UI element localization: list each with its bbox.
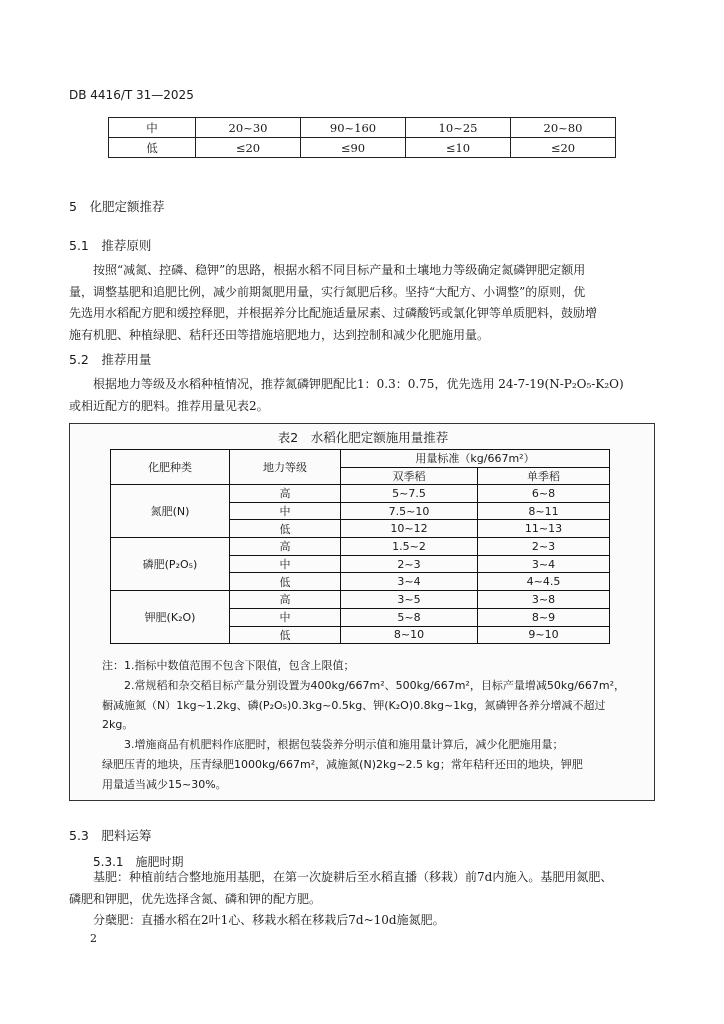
table-cell: ≤10 — [406, 138, 511, 158]
soil-level: 低 — [230, 573, 341, 591]
paragraph-line: 基肥：种植前结合整地施用基肥，在第一次旋耕后至水稻直播（移栽）前7d内施入。基肥用氮肥、 — [93, 870, 613, 884]
soil-level: 中 — [230, 608, 341, 626]
paragraph-line: 量，调整基肥和追肥比例，减少前期氮肥用量，实行氮肥后移。坚持“大配方、小调整”的原则，优 — [69, 284, 586, 299]
soil-level: 高 — [230, 485, 341, 503]
paragraph-line: 磷肥和钾肥，优先选择含氮、磷和钾的配方肥。 — [69, 891, 322, 906]
fertilizer-name: 磷肥(P₂O₅) — [111, 538, 230, 591]
table-cell: ≤20 — [196, 138, 301, 158]
section-5-heading: 5 化肥定额推荐 — [69, 199, 165, 214]
single-rice-value: 8~9 — [478, 608, 610, 626]
header-double-rice: 双季稻 — [341, 467, 478, 485]
table-2-figure — [69, 423, 655, 801]
soil-level: 低 — [230, 520, 341, 538]
fertilizer-name: 钾肥(K₂O) — [111, 591, 230, 644]
header-soil-level: 地力等级 — [230, 450, 341, 485]
page-number: 2 — [90, 932, 97, 945]
note-line: 绿肥压青的地块，压青绿肥1000kg/667m²，减施氮(N)2kg~2.5 kg；常年秸秆还田的地块，钾肥 — [102, 757, 583, 771]
soil-level: 低 — [230, 626, 341, 644]
paragraph-line: 按照“减氮、控磷、稳钾”的思路，根据水稻不同目标产量和土壤地力等级确定氮磷钾肥定额用 — [93, 263, 586, 277]
double-rice-value: 10~12 — [341, 520, 478, 538]
fertilizer-name: 氮肥(N) — [111, 485, 230, 538]
table-cell: 中 — [109, 118, 196, 138]
paragraph-line: 施有机肥、种植绿肥、秸秆还田等措施培肥地力，达到控制和减少化肥施用量。 — [69, 327, 490, 342]
paragraph-line: 或相近配方的肥料。推荐用量见表2。 — [69, 398, 269, 413]
table-row — [111, 538, 610, 556]
double-rice-value: 8~10 — [341, 626, 478, 644]
table-cell: ≤90 — [301, 138, 406, 158]
note-line: 注：1.指标中数值范围不包含下限值，包含上限值； — [102, 659, 355, 672]
soil-level: 高 — [230, 591, 341, 609]
paragraph-line: 分蘖肥：直播水稻在2叶1心、移栽水稻在移栽后7d~10d施氮肥。 — [93, 913, 445, 927]
paragraph-line: 根据地力等级及水稻种植情况，推荐氮磷钾肥配比1：0.3：0.75，优先选用 24-7-19(N-P₂O₅-K₂O) — [93, 377, 624, 391]
continued-table — [108, 117, 616, 158]
table-cell: 90~160 — [301, 118, 406, 138]
double-rice-value: 5~8 — [341, 608, 478, 626]
header-single-rice: 单季稻 — [478, 467, 610, 485]
table-cell: 20~80 — [511, 118, 616, 138]
header-usage-standard: 用量标准（kg/667m²） — [341, 450, 610, 468]
double-rice-value: 3~4 — [341, 573, 478, 591]
paragraph-line: 先选用水稻配方肥和缓控释肥，并根据养分比配施适量尿素、过磷酸钙或氯化钾等单质肥料，鼓励增 — [69, 306, 598, 320]
table-2-title: 表2 水稻化肥定额施用量推荐 — [277, 430, 449, 445]
section-5-3-1-heading: 5.3.1 施肥时期 — [93, 855, 184, 869]
table-cell: ≤20 — [511, 138, 616, 158]
single-rice-value: 2~3 — [478, 538, 610, 556]
single-rice-value: 4~4.5 — [478, 573, 610, 591]
double-rice-value: 1.5~2 — [341, 538, 478, 556]
section-5-1-heading: 5.1 推荐原则 — [69, 238, 152, 253]
note-line: 2kg。 — [102, 718, 134, 732]
single-rice-value: 3~4 — [478, 555, 610, 573]
section-5-2-heading: 5.2 推荐用量 — [69, 352, 152, 367]
single-rice-value: 9~10 — [478, 626, 610, 644]
table-row — [111, 485, 610, 503]
header-fertilizer-type: 化肥种类 — [111, 450, 230, 485]
single-rice-value: 8~11 — [478, 502, 610, 520]
section-5-1-paragraph — [69, 260, 654, 346]
table-header-row — [111, 450, 610, 468]
table-cell: 10~25 — [406, 118, 511, 138]
note-line: 用量适当减少15~30%。 — [102, 777, 227, 791]
note-line: 橱减施氮（N）1kg~1.2kg、磷(P₂O₅)0.3kg~0.5kg、钾(K₂O)0.8kg~1kg，氮磷钾各养分增减不超过 — [102, 698, 606, 712]
table-2-notes — [102, 656, 632, 795]
single-rice-value: 11~13 — [478, 520, 610, 538]
double-rice-value: 2~3 — [341, 555, 478, 573]
section-5-2-paragraph — [69, 374, 654, 417]
soil-level: 中 — [230, 555, 341, 573]
double-rice-value: 7.5~10 — [341, 502, 478, 520]
single-rice-value: 6~8 — [478, 485, 610, 503]
double-rice-value: 3~5 — [341, 591, 478, 609]
table-cell: 20~30 — [196, 118, 301, 138]
table-2 — [110, 449, 610, 644]
table-row — [109, 118, 616, 138]
soil-level: 中 — [230, 502, 341, 520]
single-rice-value: 3~8 — [478, 591, 610, 609]
document-code: DB 4416/T 31—2025 — [69, 88, 194, 102]
note-line: 3.增施商品有机肥料作底肥时，根据包装袋养分明示值和施用量计算后，减少化肥施用量； — [102, 738, 564, 752]
note-line: 2.常规稻和杂交稻目标产量分别设置为400kg/667m²、500kg/667m²，目标产量增减50kg/667m²， — [102, 678, 626, 692]
double-rice-value: 5~7.5 — [341, 485, 478, 503]
table-row — [109, 138, 616, 158]
section-5-3-heading: 5.3 肥料运筹 — [69, 828, 152, 843]
table-cell: 低 — [109, 138, 196, 158]
section-5-3-1-paragraph — [69, 867, 654, 932]
table-row — [111, 591, 610, 609]
soil-level: 高 — [230, 538, 341, 556]
